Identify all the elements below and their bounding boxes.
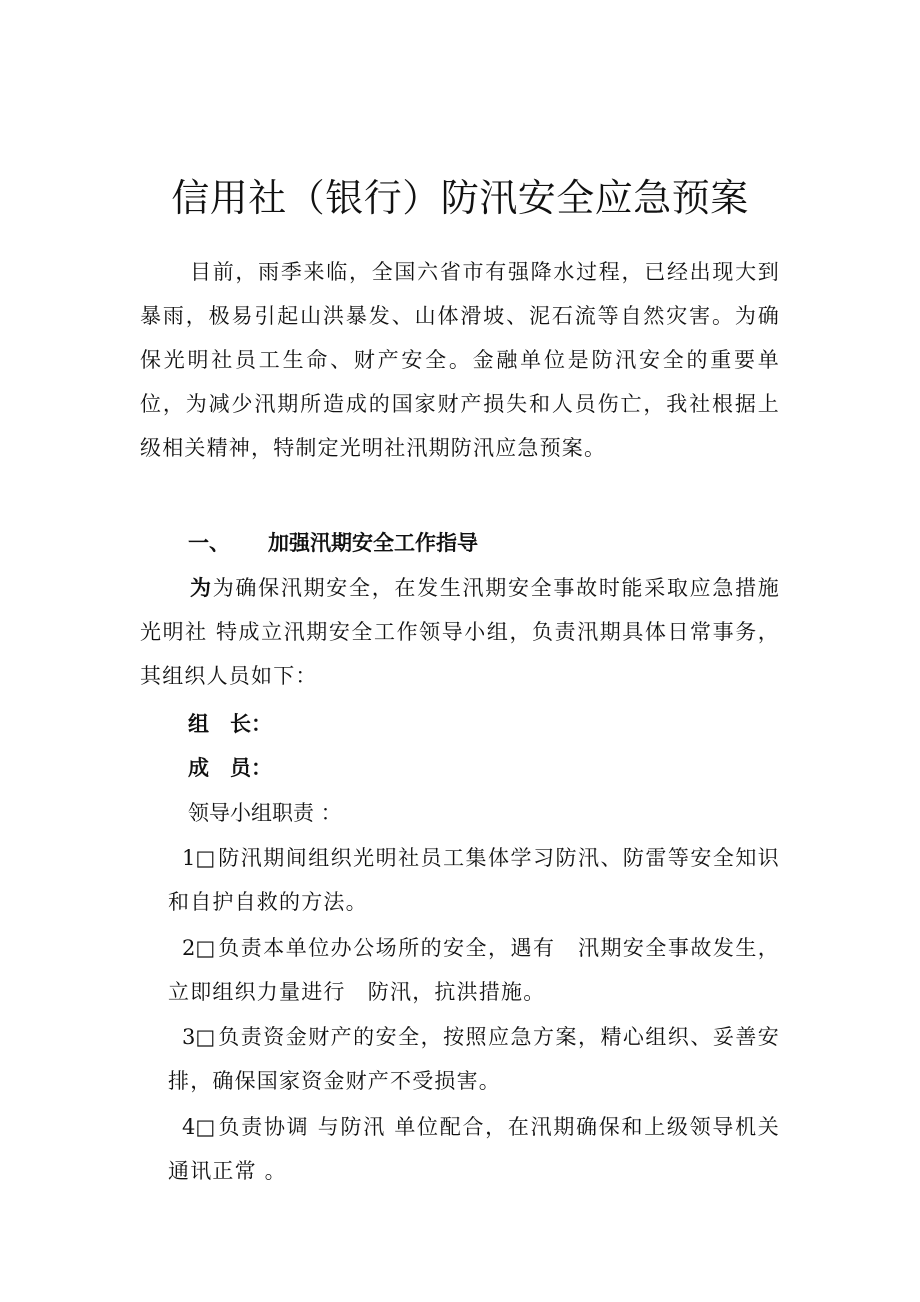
section-paragraph bbox=[140, 566, 780, 698]
section-paragraph-text: 为确保汛期安全，在发生汛期安全事故时能采取应急措施光明社 特成立汛期安全工作领导小组，负责汛期具体日常事务，其组织人员如下： bbox=[140, 576, 781, 688]
duty-number: 4□ bbox=[182, 1115, 216, 1139]
duty-text: 防汛期间组织光明社员工集体学习防汛、防雷等安全知识和自护自救的方法。 bbox=[168, 846, 780, 914]
intro-paragraph: 目前，雨季来临，全国六省市有强降水过程，已经出现大到暴雨，极易引起山洪暴发、山体滑坡、泥石流等自然灾害。为确保光明社员工生命、财产安全。金融单位是防汛安全的重要单位，为减少汛期所造成的国家财产损失和人员伤亡，我社根据上级相关精神，特制定光明社汛期防汛应急预案。 bbox=[140, 260, 780, 460]
duty-text: 负责资金财产的安全，按照应急方案，精心组织、妥善安排，确保国家资金财产不受损害。 bbox=[168, 1025, 780, 1093]
duties-label: 领导小组职责 ： bbox=[188, 801, 342, 825]
duty-item bbox=[168, 836, 780, 924]
section-heading-text: 加强汛期安全工作指导 bbox=[268, 531, 478, 555]
duty-text: 负责协调 与防汛 单位配合，在汛期确保和上级领导机关通讯正常 。 bbox=[168, 1115, 780, 1183]
duty-item bbox=[168, 1015, 780, 1103]
duty-text: 负责本单位办公场所的安全，遇有 汛期安全事故发生，立即组织力量进行 防汛，抗洪措施。 bbox=[168, 936, 780, 1004]
group-member-label: 成 员： bbox=[188, 756, 272, 780]
duty-item bbox=[168, 926, 780, 1014]
section-number: 一、 bbox=[188, 531, 230, 555]
group-leader-label: 组 长： bbox=[188, 712, 272, 736]
duty-number: 1□ bbox=[182, 846, 216, 870]
duty-number: 3□ bbox=[182, 1025, 216, 1049]
duty-item bbox=[168, 1105, 780, 1193]
section-lead-char: 为 bbox=[190, 575, 213, 600]
section-heading bbox=[188, 521, 478, 565]
document-title: 信用社（银行）防汛安全应急预案 bbox=[171, 176, 749, 220]
duty-number: 2□ bbox=[182, 936, 216, 960]
